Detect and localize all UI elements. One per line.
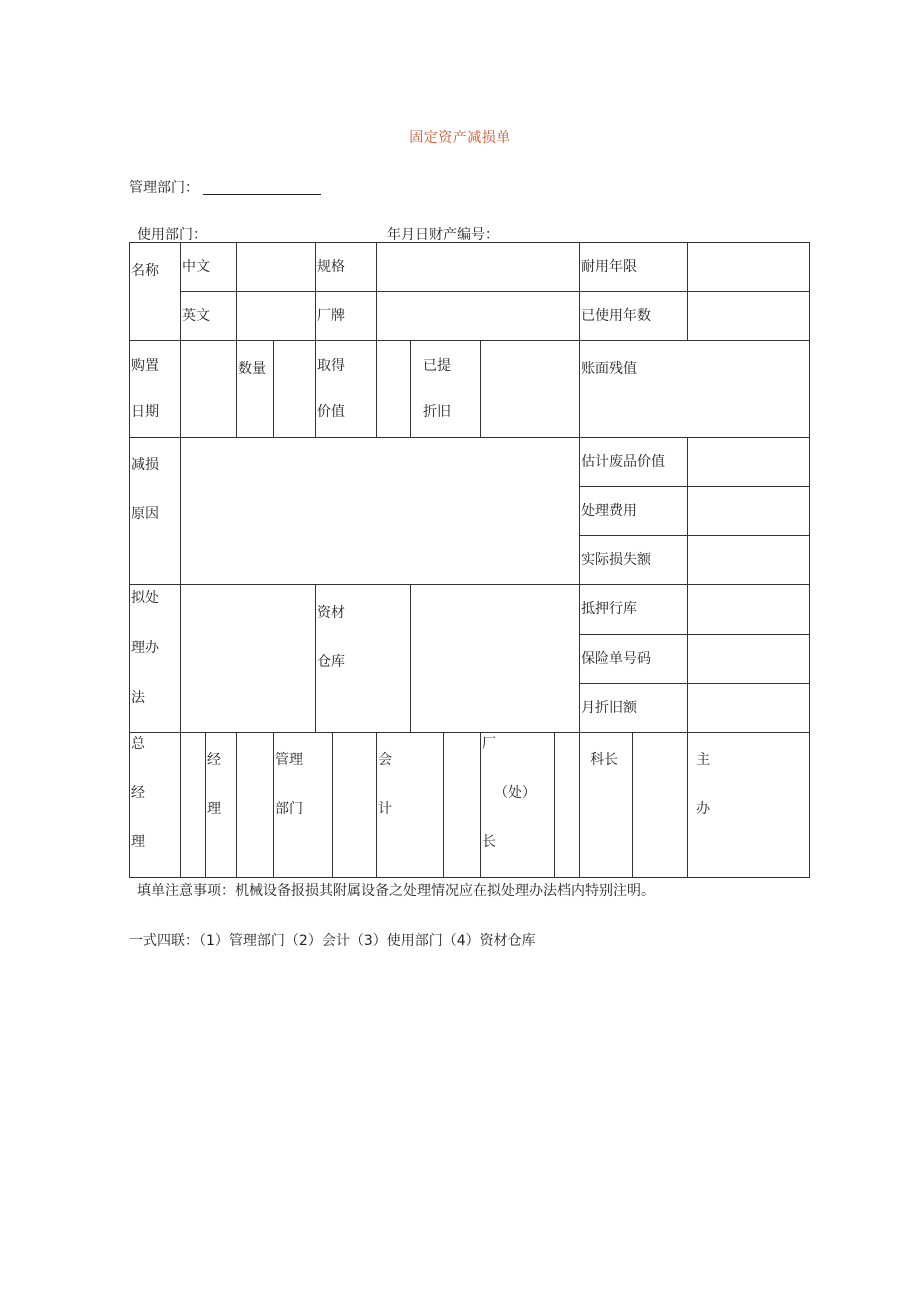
mgmt-dept-field[interactable] [203, 180, 321, 195]
disposal-form-table [129, 242, 810, 878]
accounting-line2: 计 [378, 800, 393, 817]
disposal-method-line3: 法 [131, 690, 145, 707]
actual-loss-label: 实际损失额 [580, 536, 688, 585]
reduction-reason-cell[interactable] [181, 438, 580, 585]
useful-life-cell[interactable] [688, 243, 810, 292]
name-label: 名称 [130, 243, 181, 341]
pawn-bank-label: 抵押行库 [580, 585, 688, 634]
monthly-depreciation-cell[interactable] [688, 683, 810, 732]
brand-label: 厂牌 [316, 292, 377, 341]
factory-director-line2: （处） [494, 784, 537, 801]
chinese-label: 中文 [181, 243, 237, 292]
section-chief-label: 科长 [580, 732, 633, 877]
accumulated-depreciation-line1: 已提 [423, 358, 452, 375]
fill-note: 填单注意事项：机械设备报损其附属设备之处理情况应在拟处理办法档内特别注明。 [137, 883, 655, 899]
warehouse-line1: 资材 [317, 605, 345, 622]
purchase-date-cell[interactable] [181, 341, 237, 438]
disposal-cost-cell[interactable] [688, 487, 810, 536]
general-manager-label [130, 732, 181, 877]
actual-loss-cell[interactable] [688, 536, 810, 585]
mgmt-dept-line [129, 177, 321, 197]
book-value-label: 账面残值 [580, 341, 810, 438]
handler-line2: 办 [696, 800, 711, 817]
section-chief-sign[interactable] [633, 732, 688, 877]
disposal-method-label [130, 585, 181, 732]
disposal-method-line2: 理办 [131, 640, 159, 657]
use-dept-label: 使用部门： [137, 227, 207, 243]
handler-line1: 主 [696, 751, 711, 768]
acquisition-value-line1: 取得 [317, 358, 345, 375]
scrap-value-label: 估计废品价值 [580, 438, 688, 487]
purchase-date-line2: 日期 [131, 404, 159, 421]
monthly-depreciation-label: 月折旧额 [580, 683, 688, 732]
acquisition-value-cell[interactable] [377, 341, 411, 438]
years-used-label: 已使用年数 [580, 292, 688, 341]
insurance-no-label: 保险单号码 [580, 634, 688, 683]
accounting-label [377, 732, 444, 877]
disposal-cost-label: 处理费用 [580, 487, 688, 536]
manager-label [206, 732, 237, 877]
pawn-bank-cell[interactable] [688, 585, 810, 634]
factory-director-line1: 厂 [482, 735, 497, 752]
factory-director-sign[interactable] [555, 732, 580, 877]
purchase-date-label [130, 341, 181, 438]
spec-label: 规格 [316, 243, 377, 292]
reduction-reason-line1: 减损 [131, 457, 159, 474]
disposal-method-line1: 拟处 [131, 590, 159, 607]
reduction-reason-line2: 原因 [131, 506, 159, 523]
warehouse-cell[interactable] [411, 585, 580, 732]
chinese-name-cell[interactable] [237, 243, 316, 292]
acquisition-value-label [316, 341, 377, 438]
accounting-sign[interactable] [444, 732, 481, 877]
manager-line1: 经 [207, 751, 221, 768]
mgmt-dept-label: 管理部门： [129, 180, 199, 196]
general-manager-line2: 经 [131, 784, 145, 801]
purchase-date-line1: 购置 [131, 358, 159, 375]
accumulated-depreciation-line2: 折旧 [423, 404, 452, 421]
useful-life-label: 耐用年限 [580, 243, 688, 292]
warehouse-line2: 仓库 [317, 654, 345, 671]
manager-line2: 理 [207, 800, 221, 817]
insurance-no-cell[interactable] [688, 634, 810, 683]
warehouse-label [316, 585, 411, 732]
accounting-line1: 会 [378, 751, 393, 768]
english-label: 英文 [181, 292, 237, 341]
accumulated-depreciation-label [411, 341, 481, 438]
scrap-value-cell[interactable] [688, 438, 810, 487]
manager-sign[interactable] [237, 732, 274, 877]
general-manager-sign[interactable] [181, 732, 206, 877]
mgmt-dept-sign-line1: 管理 [275, 751, 303, 768]
reduction-reason-label [130, 438, 181, 585]
copies-note: 一式四联：（1）管理部门（2）会计（3）使用部门（4）资材仓库 [129, 933, 536, 949]
acquisition-value-line2: 价值 [317, 404, 345, 421]
factory-director-label [481, 732, 555, 877]
years-used-cell[interactable] [688, 292, 810, 341]
mgmt-dept-sign-line2: 部门 [275, 800, 303, 817]
quantity-label: 数量 [237, 341, 274, 438]
general-manager-line3: 理 [131, 833, 145, 850]
handler-label [688, 732, 810, 877]
mgmt-dept-sign-label [274, 732, 333, 877]
factory-director-line3: 长 [482, 833, 497, 850]
quantity-cell[interactable] [274, 341, 316, 438]
page-title: 固定资产减损单 [409, 130, 511, 146]
general-manager-line1: 总 [131, 735, 145, 752]
spec-cell[interactable] [377, 243, 580, 292]
date-asset-label: 年月日财产编号： [387, 227, 499, 243]
brand-cell[interactable] [377, 292, 580, 341]
accumulated-depreciation-cell[interactable] [481, 341, 580, 438]
mgmt-dept-sign[interactable] [333, 732, 377, 877]
english-name-cell[interactable] [237, 292, 316, 341]
disposal-method-cell[interactable] [181, 585, 316, 732]
